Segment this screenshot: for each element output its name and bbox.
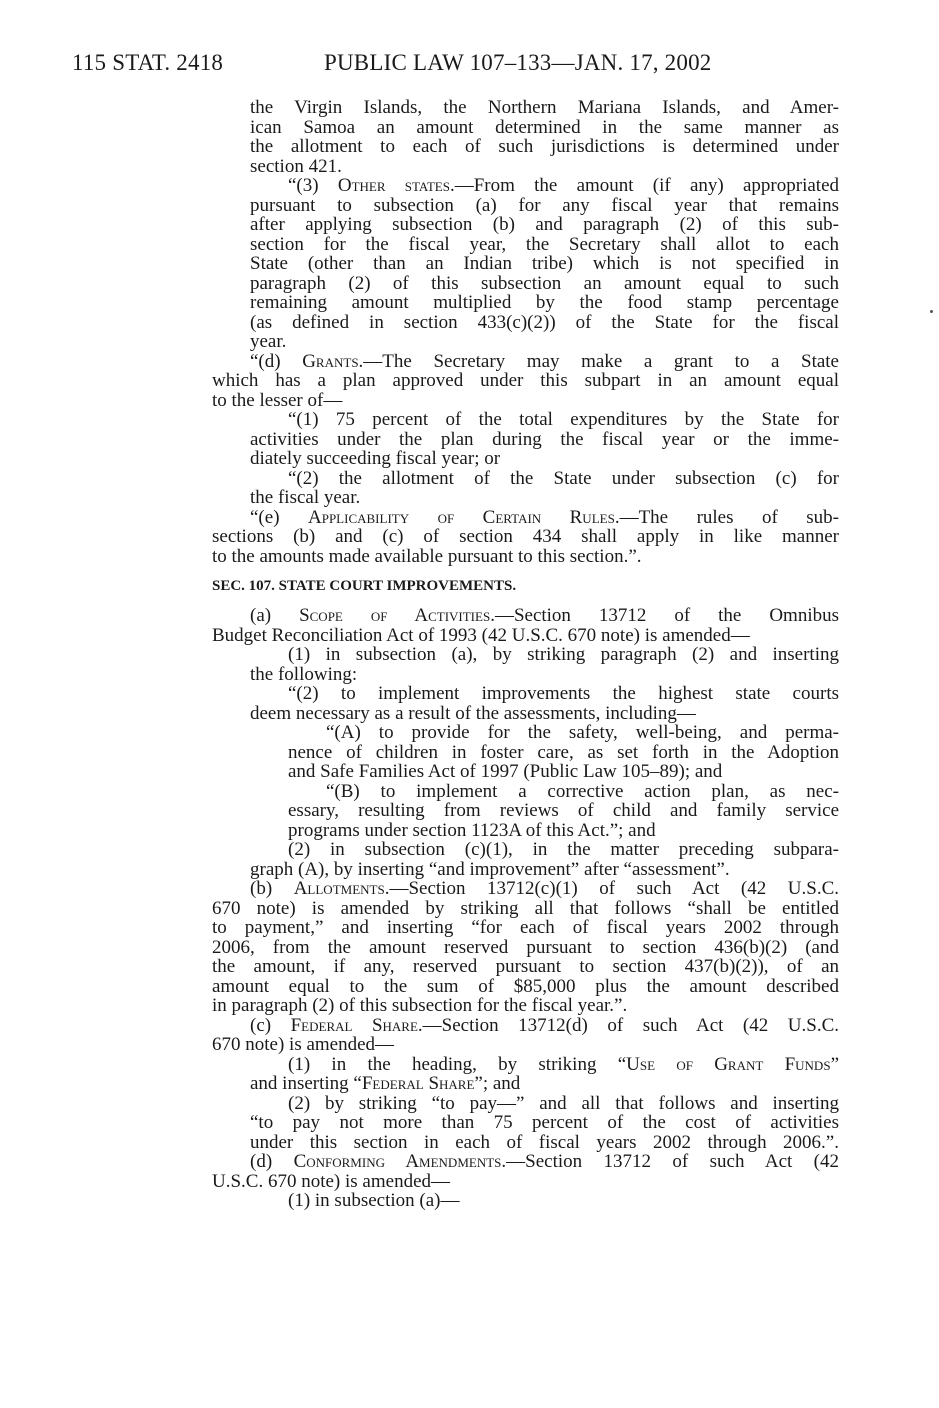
text-segment: (a) [250, 605, 300, 626]
text-line [212, 235, 839, 255]
text-line [212, 371, 839, 391]
small-caps-heading: Conforming Amendments [293, 1151, 502, 1172]
text-line [212, 176, 839, 196]
text-line [212, 899, 839, 919]
text-line [212, 938, 839, 958]
text-segment: Budget Reconciliation Act of 1993 (42 U.S.C. 670 note) is amended— [212, 624, 750, 646]
text-segment: ” [830, 1053, 839, 1075]
text-segment: section 421. [250, 155, 342, 177]
small-caps-heading: Other states [337, 175, 450, 196]
text-segment: programs under section 1123A of this Act.”; and [288, 819, 656, 841]
text-line [212, 508, 839, 528]
text-line [212, 254, 839, 274]
small-caps-heading: Applicability of Certain Rules [308, 506, 615, 528]
text-line [212, 918, 839, 938]
scan-speck [930, 310, 933, 313]
text-segment: (c) [250, 1014, 291, 1036]
text-line [212, 1074, 839, 1094]
text-segment: (as defined in section 433(c)(2)) of the State for the fiscal [250, 311, 839, 333]
page-header [72, 46, 852, 80]
public-law-title: PUBLIC LAW 107–133—JAN. 17, 2002 [324, 50, 712, 75]
text-line [212, 762, 839, 782]
text-segment: (1) in subsection (a), by striking paragraph (2) and inserting [288, 644, 839, 665]
text-line [212, 332, 839, 352]
text-segment: “(2) to implement improvements the highest state courts [288, 683, 839, 704]
text-segment: (2) by striking “to pay—” and all that follows and inserting [288, 1092, 839, 1114]
small-caps-heading: Grants [302, 350, 359, 372]
text-line [212, 1055, 839, 1075]
text-line [212, 527, 839, 547]
text-line [212, 840, 839, 860]
text-line [212, 606, 839, 626]
text-segment: amount equal to the sum of $85,000 plus the amount described [212, 975, 839, 997]
text-line [212, 215, 839, 235]
text-segment: nence of children in foster care, as set forth in the Adoption [288, 741, 839, 763]
text-segment: and Safe Families Act of 1997 (Public Law 105–89); and [288, 761, 723, 782]
text-line [212, 449, 839, 469]
text-segment: graph (A), by inserting “and improvement” after “assessment”. [250, 858, 730, 880]
text-segment: which has a plan approved under this subpart in an amount equal [212, 370, 839, 391]
text-segment: “(e) [250, 506, 308, 528]
text-line [212, 743, 839, 763]
text-line [212, 274, 839, 294]
text-segment: the fiscal year. [250, 487, 361, 508]
text-line [212, 821, 839, 841]
text-line [212, 410, 839, 430]
text-line [212, 1152, 839, 1172]
text-segment: diately succeeding fiscal year; or [250, 448, 501, 469]
text-line [212, 782, 839, 802]
text-segment: after applying subsection (b) and paragraph (2) of this sub- [250, 214, 839, 235]
text-line [212, 352, 839, 372]
text-segment: section for the fiscal year, the Secretary shall allot to each [250, 233, 839, 255]
text-segment: essary, resulting from reviews of child and family service [288, 800, 839, 821]
text-line [212, 1035, 839, 1055]
text-line [212, 98, 839, 118]
text-block-section-107 [212, 606, 839, 1211]
text-segment: year. [250, 331, 287, 352]
text-segment: ”; and [474, 1073, 521, 1094]
text-segment: (1) in subsection (a)— [288, 1190, 460, 1211]
text-line [212, 684, 839, 704]
text-segment: “(d) [250, 350, 303, 372]
text-line [212, 1191, 839, 1211]
small-caps-heading: Use of Grant Funds [626, 1053, 831, 1075]
text-segment: and inserting “ [250, 1073, 362, 1094]
text-line [212, 879, 839, 899]
text-segment: (2) in subsection (c)(1), in the matter preceding subpara- [288, 839, 839, 860]
text-segment: .—The rules of sub- [614, 506, 839, 528]
text-line [212, 547, 839, 567]
text-segment: “(B) to implement a corrective action plan, as nec- [326, 780, 839, 802]
text-line [212, 1133, 839, 1153]
text-segment: “(3) [288, 175, 338, 196]
text-segment: to the amounts made available pursuant to this section.”. [212, 545, 642, 567]
small-caps-heading: Scope of Activities [299, 605, 491, 626]
text-segment: (1) in the heading, by striking “ [288, 1053, 627, 1075]
text-line [212, 1094, 839, 1114]
text-segment: .—The Secretary may make a grant to a State [358, 350, 839, 372]
text-segment: .—Section 13712 of such Act (42 [501, 1151, 840, 1172]
text-segment: .—Section 13712(d) of such Act (42 U.S.C. [417, 1014, 839, 1036]
text-block-subsection-continuation [212, 98, 839, 566]
text-segment: “to pay not more than 75 percent of the cost of activities [250, 1112, 839, 1133]
text-line [212, 1172, 839, 1192]
text-segment: the Virgin Islands, the Northern Mariana Islands, and Amer- [250, 97, 839, 118]
text-segment: in paragraph (2) of this subsection for the fiscal year.”. [212, 995, 628, 1016]
text-line [212, 488, 839, 508]
text-segment: the amount, if any, reserved pursuant to section 437(b)(2)), of an [212, 956, 839, 977]
text-segment: 670 note) is amended— [212, 1034, 395, 1055]
text-line [212, 704, 839, 724]
text-segment: U.S.C. 670 note) is amended— [212, 1170, 451, 1192]
text-segment: (b) [250, 878, 294, 899]
small-caps-heading: Federal Share [290, 1014, 418, 1036]
section-heading: SEC. 107. STATE COURT IMPROVEMENTS. [212, 578, 517, 594]
statute-page-number: 115 STAT. 2418 [72, 50, 224, 75]
text-segment: the allotment to each of such jurisdictions is determined under [250, 136, 839, 157]
text-segment: State (other than an Indian tribe) which is not specified in [250, 253, 839, 274]
text-line [212, 1016, 839, 1036]
text-line [212, 391, 839, 411]
text-line [212, 313, 839, 333]
text-segment: 670 note) is amended by striking all that follows “shall be entitled [212, 897, 839, 919]
text-line [212, 996, 839, 1016]
text-segment: “(1) 75 percent of the total expenditures by the State for [288, 409, 839, 430]
text-segment: to payment,” and inserting “for each of fiscal years 2002 through [212, 917, 839, 938]
text-segment: ican Samoa an amount determined in the same manner as [250, 116, 839, 138]
text-line [212, 626, 839, 646]
text-line [212, 118, 839, 138]
small-caps-heading: Allotments [293, 878, 385, 899]
text-line [212, 196, 839, 216]
text-line [212, 430, 839, 450]
text-line [212, 293, 839, 313]
text-line [212, 645, 839, 665]
text-line [212, 137, 839, 157]
text-line [212, 665, 839, 685]
text-segment: paragraph (2) of this subsection an amount equal to such [250, 272, 839, 294]
text-segment: sections (b) and (c) of section 434 shall apply in like manner [212, 526, 839, 547]
text-segment: the following: [250, 663, 358, 685]
small-caps-heading: Federal Share [361, 1073, 475, 1094]
text-segment: “(A) to provide for the safety, well-being, and perma- [326, 722, 839, 743]
text-segment: .—Section 13712(c)(1) of such Act (42 U.S.C. [384, 878, 840, 899]
text-line [212, 157, 839, 177]
text-segment: pursuant to subsection (a) for any fiscal year that remains [250, 194, 839, 216]
text-segment: remaining amount multiplied by the food stamp percentage [250, 292, 839, 313]
text-segment: under this section in each of fiscal years 2002 through 2006.”. [250, 1131, 839, 1153]
text-line [212, 860, 839, 880]
text-line [212, 801, 839, 821]
text-segment: to the lesser of— [212, 389, 343, 411]
text-segment: deem necessary as a result of the assessments, including— [250, 702, 696, 724]
text-segment: “(2) the allotment of the State under subsection (c) for [288, 467, 839, 489]
text-line [212, 723, 839, 743]
text-line [212, 1113, 839, 1133]
text-segment: (d) [250, 1151, 294, 1172]
text-line [212, 469, 839, 489]
text-segment: .—Section 13712 of the Omnibus [490, 605, 840, 626]
text-line [212, 957, 839, 977]
document-body [212, 98, 839, 1211]
text-segment: .—From the amount (if any) appropriated [449, 175, 839, 196]
text-segment: activities under the plan during the fiscal year or the imme- [250, 428, 839, 450]
text-line [212, 977, 839, 997]
text-segment: 2006, from the amount reserved pursuant to section 436(b)(2) (and [212, 936, 839, 958]
